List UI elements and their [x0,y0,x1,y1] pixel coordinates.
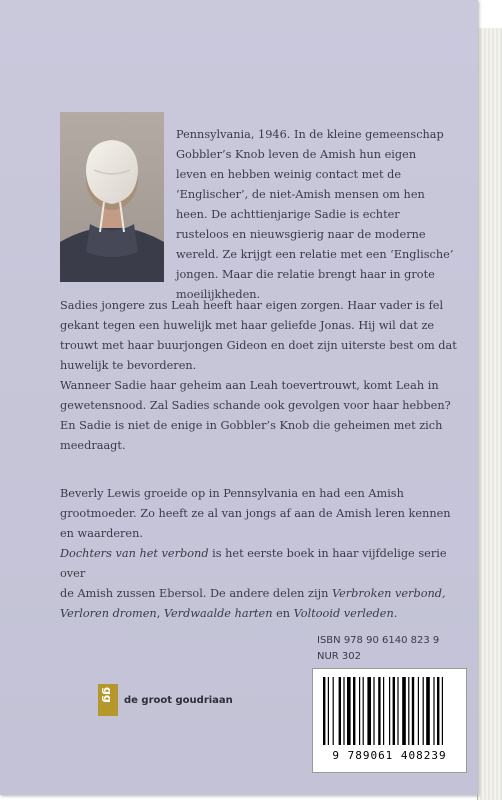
blurb-line: huwelijk te bevorderen. [60,359,197,372]
bio-line: Beverly Lewis groeide op in Pennsylvania en had een Amish [60,487,404,500]
barcode-bars-icon [321,677,458,747]
nur-code: NUR 302 [317,651,362,662]
blurb-line: wereld. Ze krijgt een relatie met een ‘Englische’ [176,248,454,261]
blurb-line: En Sadie is niet de enige in Gobbler’s Knob die geheimen met zich [60,419,443,432]
blurb-body [60,296,470,456]
bio-text: is het eerste boek in haar vijfdelige serie over [60,547,447,580]
book-page-edge [477,28,502,800]
blurb-line: gewetensnood. Zal Sadies schande ook gevolgen voor haar hebben? [60,399,451,412]
publisher-logo [98,684,233,716]
blurb-line: meedraagt. [60,439,126,452]
series-title: Dochters van het verbond [60,547,209,560]
isbn-number: ISBN 978 90 6140 823 9 [317,635,440,646]
blurb-line: jongen. Maar die relatie brengt haar in grote [176,268,435,281]
bio-line: grootmoeder. Zo heeft ze al van jongs af aan de Amish leren kennen [60,507,451,520]
blurb-line: trouwt met haar buurjongen Gideon en doet zijn uiterste best om dat [60,339,457,352]
barcode-number: 9 789061 408239 [332,749,447,762]
barcode [312,668,467,773]
book-title: Verbroken verbond, [331,587,446,600]
book-title: Verloren dromen [60,607,157,620]
blurb-intro [176,125,466,305]
blurb-line: moeilijkheden. [176,288,261,301]
logo-letters: gg [101,687,114,703]
book-title: Voltooid verleden [293,607,394,620]
bio-text: , [156,607,164,620]
bio-text: en [272,607,294,620]
blurb-line: leven en hebben weinig contact met de [176,168,402,181]
bio-text: de Amish zussen Ebersol. De andere delen zijn [60,587,332,600]
blurb-line: Gobbler’s Knob leven de Amish hun eigen [176,148,417,161]
bio-text: . [393,607,398,620]
bio-line [60,544,470,584]
blurb-line: gekant tegen een huwelijk met haar geliefde Jonas. Hij wil dat ze [60,319,435,332]
blurb-line: ‘Englischer’, de niet-Amish mensen om hen [176,188,425,201]
blurb-line: Wanneer Sadie haar geheim aan Leah toevertrouwt, komt Leah in [60,379,439,392]
isbn-info [317,633,439,665]
author-bio [60,484,470,624]
publisher-logo-mark-icon [98,684,118,716]
bio-line: en waarderen. [60,527,143,540]
blurb-line: Sadies jongere zus Leah heeft haar eigen zorgen. Haar vader is fel [60,299,444,312]
blurb-line: heen. De achttienjarige Sadie is echter [176,208,400,221]
blurb-line: Pennsylvania, 1946. In de kleine gemeenschap [176,128,444,141]
bio-line [60,584,470,604]
blurb-line: rusteloos en nieuwsgierig naar de moderne [176,228,426,241]
publisher-name: de groot goudriaan [124,694,233,706]
cover-photo-amish-girl [60,112,164,282]
book-title: Verdwaalde harten [163,607,273,620]
bio-line [60,604,470,624]
